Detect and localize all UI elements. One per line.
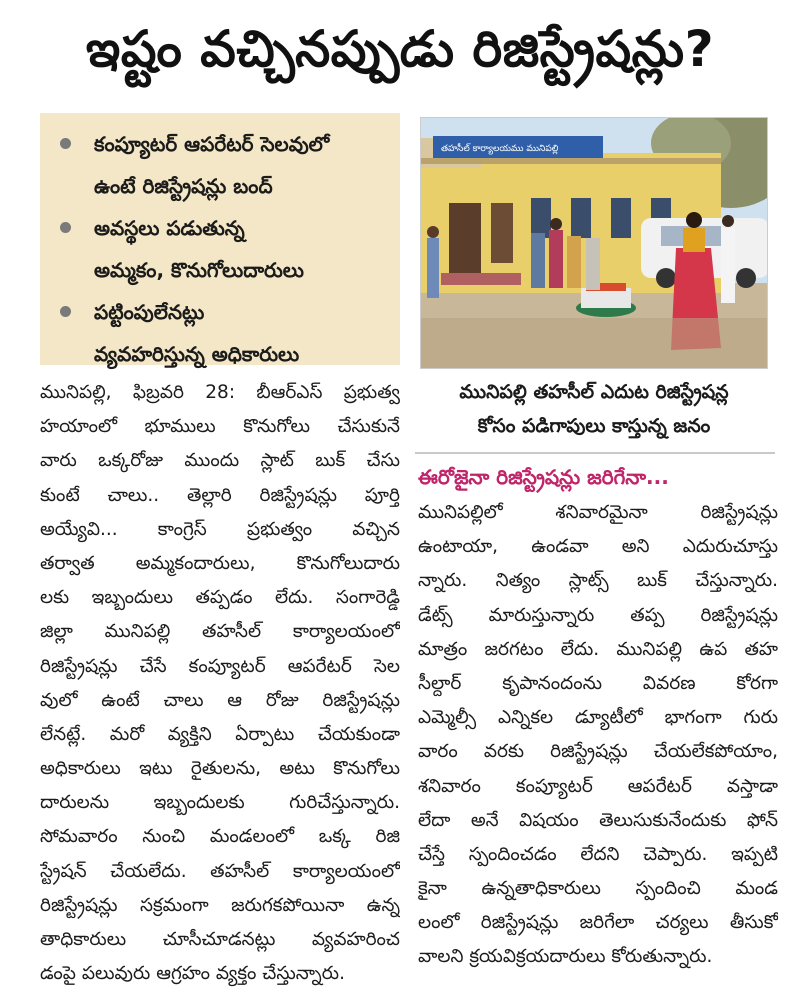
body-line: కుంటే చాలు.. తెల్లారి రిజిస్ట్రేషన్లు పూర్తి [40, 484, 400, 506]
body-line: దారులను ఇబ్బందులకు గురిచేస్తున్నారు. [40, 792, 400, 814]
highlight-item [54, 291, 390, 375]
article-right-column [418, 496, 778, 975]
highlight-line: అమ్మకం, కొనుగోలుదారులు [94, 258, 304, 282]
body-line: జిల్లా మునిపల్లి తహసీల్ కార్యాలయంలో [40, 621, 400, 643]
divider [415, 452, 775, 454]
highlight-line: పట్టింపులేనట్లు [94, 300, 205, 324]
subheading: ఈరోజైనా రిజిస్ట్రేషన్లు జరిగేనా... [418, 465, 669, 489]
body-line: అధికారులు ఇటు రైతులను, అటు కొనుగోలు [40, 758, 400, 780]
body-line: న్నారు. నిత్యం స్లాట్స్ బుక్ చేస్తున్నారు. [418, 570, 778, 592]
bullet-icon [60, 222, 71, 233]
body-line: చేస్తే స్పందించడం లేదని చెప్పారు. ఇప్పటి [418, 843, 778, 865]
bullet-icon [60, 306, 71, 317]
body-line: సోమవారం నుంచి మండలంలో ఒక్క రిజి [40, 826, 400, 848]
body-line: లకు ఇబ్బందులు తప్పడం లేదు. సంగారెడ్డి [40, 587, 400, 609]
body-line: తాధికారులు చూసీచూడనట్లు వ్యవహరించ [40, 929, 400, 950]
headline: ఇష్టం వచ్చినప్పుడు రిజిస్ట్రేషన్లు? [85, 20, 715, 78]
body-line: వాలని క్రయవిక్రయదారులు కోరుతున్నారు. [418, 946, 713, 968]
body-line: ఉంటాయా, ఉండవా అని ఎదురుచూస్తు [418, 536, 778, 558]
body-line: డేట్స్ మారుస్తున్నారు తప్ప రిజిస్ట్రేషన్లు [418, 604, 778, 626]
body-line: సీల్దార్ కృపానందంను వివరణ కోరగా [418, 672, 778, 694]
body-line: హయాంలో భూములు కొనుగోలు చేసుకునే [40, 416, 400, 438]
body-line: కైనా ఉన్నతాధికారులు స్పందించి మండ [418, 878, 778, 900]
body-line: వులో ఉంటే చాలు ఆ రోజు రిజిస్ట్రేషన్లు [40, 689, 400, 711]
body-line: వారం వరకు రిజిస్ట్రేషన్లు చేయలేకపోయాం, [418, 741, 778, 763]
body-line: లంలో రిజిస్ట్రేషన్లు జరిగేలా చర్యలు తీసుకో [418, 912, 778, 934]
article-left-column [40, 376, 400, 991]
body-line: డంపై పలువురు ఆగ్రహం వ్యక్తం చేస్తున్నారు. [40, 963, 345, 985]
body-line: లేదా అనే విషయం తెలుసుకునేందుకు ఫోన్ [418, 809, 778, 831]
body-line: ఎమ్మెల్సీ ఎన్నికల డ్యూటీలో భాగంగా గురు [418, 707, 778, 729]
caption-line: కోసం పడిగాపులు కాస్తున్న జనం [477, 415, 711, 437]
photo-caption [420, 375, 768, 443]
highlight-line: ఉంటే రిజిస్ట్రేషన్లు బంద్ [94, 174, 273, 198]
highlight-item [54, 123, 390, 207]
body-line: మునిపల్లిలో శనివారమైనా రిజిస్ట్రేషన్లు [418, 502, 778, 523]
highlight-line: అవస్థలు పడుతున్న [94, 216, 245, 240]
body-line: వారు ఒక్కరోజు ముందు స్లాట్ బుక్ చేసు [40, 450, 400, 472]
body-line: రిజిస్ట్రేషన్లు చేసే కంప్యూటర్ ఆపరేటర్ సెల [40, 655, 400, 677]
highlights-box [40, 113, 400, 365]
highlight-line: కంప్యూటర్ ఆపరేటర్ సెలవులో [94, 132, 330, 156]
body-line: తర్వాత అమ్మకందారులు, కొనుగోలుదారు [40, 552, 400, 574]
body-line: లేనట్లే. మరో వ్యక్తిని ఏర్పాటు చేయకుండా [40, 723, 400, 745]
body-line: అయ్యేవి... కాంగ్రెస్ ప్రభుత్వం వచ్చిన [40, 518, 400, 540]
news-photo [420, 117, 768, 369]
highlight-line: వ్యవహరిస్తున్న అధికారులు [94, 342, 300, 366]
office-scene-image [421, 118, 768, 369]
body-line: మాత్రం జరగటం లేదు. మునిపల్లి ఉప తహ [418, 638, 778, 660]
caption-line: మునిపల్లి తహసీల్ ఎదుట రిజిస్ట్రేషన్ల [459, 381, 729, 403]
sign-text: తహసీల్ కార్యాలయము మునిపల్లి [441, 144, 559, 154]
bullet-icon [60, 138, 71, 149]
body-line: శనివారం కంప్యూటర్ ఆపరేటర్ వస్తాడా [418, 775, 778, 797]
highlight-item [54, 207, 390, 291]
body-line: స్ట్రేషన్ చేయలేదు. తహసీల్ కార్యాలయంలో [40, 860, 400, 882]
body-line: రిజిస్ట్రేషన్లు సక్రమంగా జరుగకపోయినా ఉన్న [40, 894, 400, 916]
body-line: మునిపల్లి, ఫిబ్రవరి 28: బీఆర్ఎస్ ప్రభుత్వ [40, 382, 400, 403]
